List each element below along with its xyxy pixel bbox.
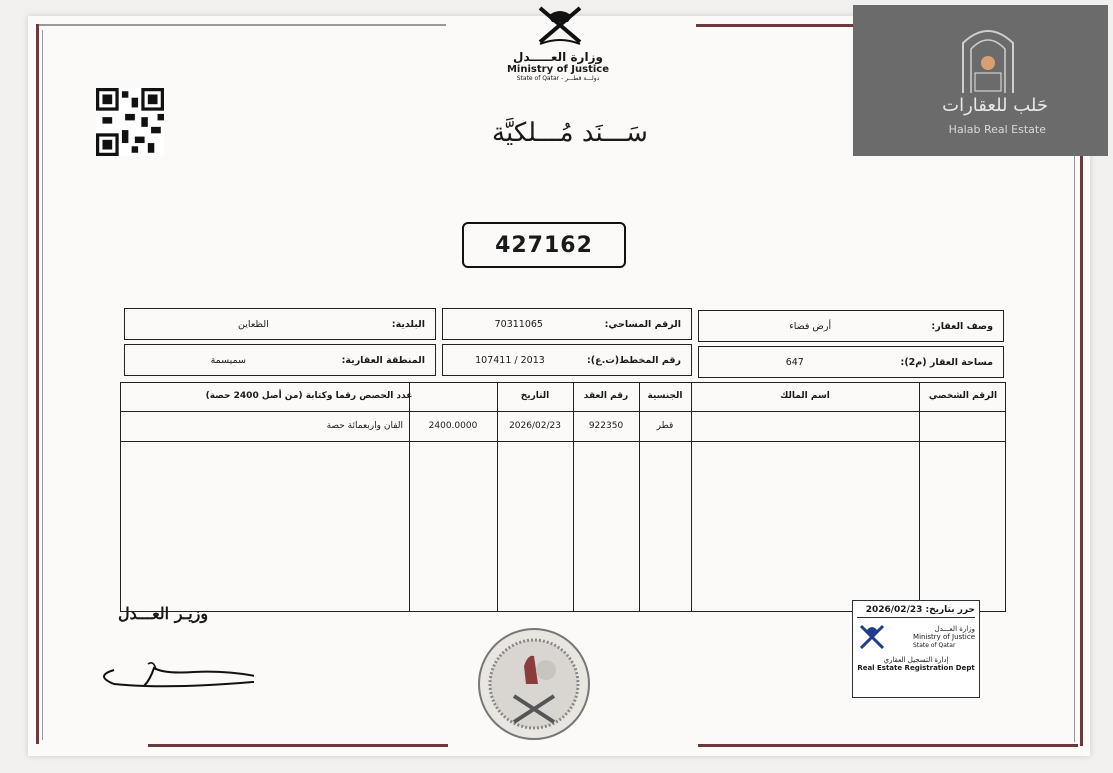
frame-left-inner bbox=[42, 30, 43, 740]
table-col-line bbox=[691, 383, 692, 611]
header-personal-id: الرقم الشخصي bbox=[928, 391, 998, 401]
area-label: مساحة العقار (م2): bbox=[900, 356, 993, 368]
watermark-name-ar: حَلب للعقارات bbox=[942, 95, 1048, 116]
row-shares-num: 2400.0000 bbox=[428, 421, 478, 431]
area-value: 647 bbox=[785, 356, 804, 368]
plan-label: رقم المخطط(ت.ع): bbox=[586, 354, 681, 366]
minister-title: وزيـر العـــدل bbox=[118, 604, 209, 623]
header-shares: عدد الحصص رقما وكتابة (من أصل 2400 حصة) bbox=[205, 391, 413, 401]
property-description-box bbox=[698, 310, 1004, 342]
header-date: التاريخ bbox=[520, 391, 550, 401]
survey-number-box bbox=[442, 308, 692, 340]
header-owner-name: اسم المالك bbox=[780, 391, 830, 401]
qr-code-icon bbox=[96, 88, 164, 156]
qatar-emblem-icon bbox=[510, 6, 610, 46]
row-shares-text: الفان واربعمائة حصة bbox=[326, 421, 403, 431]
municipality-value: الظعاين bbox=[238, 318, 269, 330]
stamp-ministry-en: Ministry of Justice bbox=[913, 633, 975, 642]
header-contract-no: رقم العقد bbox=[583, 391, 629, 401]
owners-table bbox=[120, 382, 1006, 612]
region-label: المنطقة العقارية: bbox=[341, 354, 425, 366]
stamp-emblem-icon bbox=[857, 622, 887, 652]
table-header-line bbox=[121, 411, 1005, 412]
table-col-line bbox=[573, 383, 574, 611]
municipality-label: البلدية: bbox=[391, 318, 425, 330]
region-value: سميسمة bbox=[210, 354, 246, 366]
frame-right bbox=[1080, 146, 1083, 746]
signature-icon bbox=[84, 640, 254, 700]
row-nationality: قطر bbox=[656, 421, 674, 431]
registration-stamp bbox=[852, 600, 980, 698]
survey-value: 70311065 bbox=[494, 318, 543, 330]
table-col-line bbox=[639, 383, 640, 611]
table-col-line bbox=[409, 383, 410, 611]
frame-top-left bbox=[36, 24, 446, 26]
stamp-dept-en: Real Estate Registration Dept bbox=[857, 664, 975, 673]
frame-bottom-right bbox=[698, 744, 1078, 747]
document-title: سَـــنَد مُـــلكيَّة bbox=[492, 118, 648, 148]
plan-value: 2013 / 107411 bbox=[475, 354, 545, 366]
stamp-dept-ar: إدارة التسجيل العقاري bbox=[883, 656, 949, 664]
table-row-line bbox=[121, 441, 1005, 442]
row-date: 2026/02/23 bbox=[509, 421, 561, 431]
ministry-header bbox=[478, 50, 638, 82]
survey-label: الرقم المساحي: bbox=[604, 318, 681, 330]
ministry-ar: وزارة العـــــدل bbox=[513, 50, 603, 64]
official-seal-icon bbox=[476, 626, 592, 742]
stamp-state: State of Qatar bbox=[913, 642, 956, 649]
area-box bbox=[698, 346, 1004, 378]
property-desc-value: أرض فضاء bbox=[789, 320, 832, 332]
property-desc-label: وصف العقار: bbox=[931, 320, 993, 332]
frame-bottom-left bbox=[148, 744, 448, 747]
stamp-date: حرر بتاريخ: 2026/02/23 bbox=[857, 605, 975, 618]
row-contract-no: 922350 bbox=[588, 421, 624, 431]
building-logo-icon bbox=[953, 19, 1023, 93]
municipality-box bbox=[124, 308, 436, 340]
table-col-line bbox=[919, 383, 920, 611]
watermark-name-en: Halab Real Estate bbox=[948, 123, 1046, 136]
ministry-en: Ministry of Justice bbox=[506, 64, 609, 75]
header-nationality: الجنسية bbox=[647, 391, 683, 401]
frame-left bbox=[36, 24, 39, 744]
table-col-line bbox=[497, 383, 498, 611]
region-box bbox=[124, 344, 436, 376]
plan-number-box bbox=[442, 344, 692, 376]
deed-number: 427162 bbox=[462, 222, 626, 268]
halab-watermark bbox=[853, 5, 1108, 156]
frame-right-inner bbox=[1074, 146, 1075, 742]
ministry-state: State of Qatar - دولـــة قطـــر bbox=[516, 75, 600, 82]
stamp-ministry-ar: وزارة العـــدل bbox=[934, 624, 975, 633]
